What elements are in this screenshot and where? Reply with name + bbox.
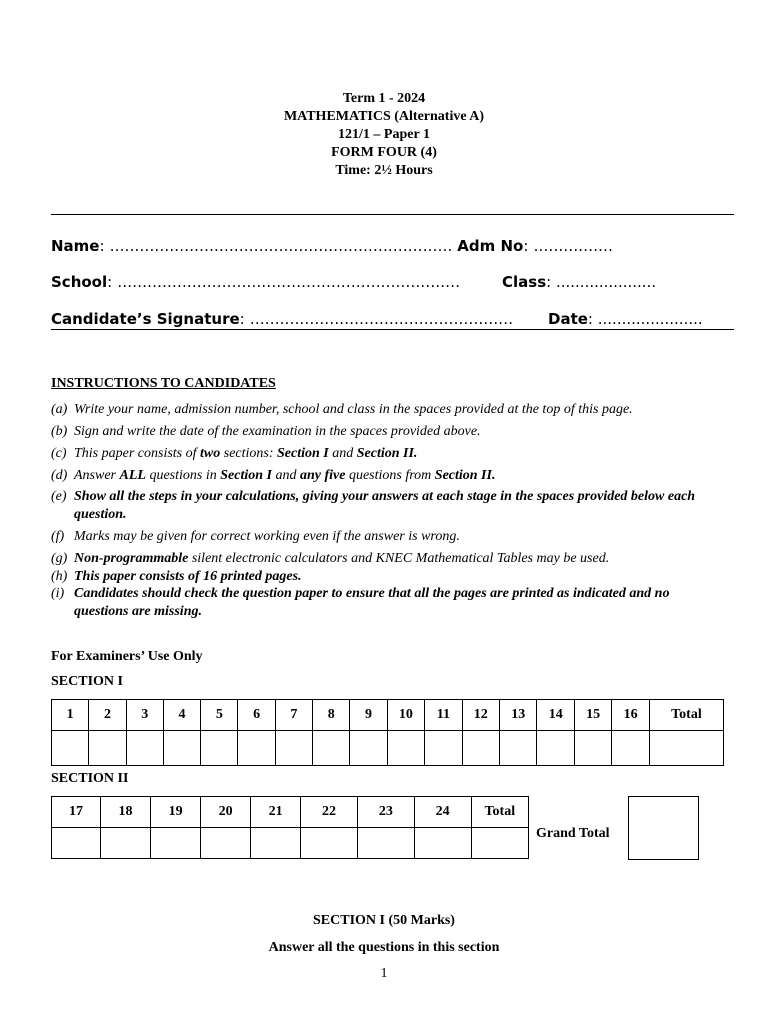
instruction-h-text: This paper consists of 16 printed pages.	[74, 569, 302, 584]
instruction-h-label: (h)	[51, 569, 68, 584]
marks-header-cell: 24	[414, 797, 471, 828]
marks-header-cell: Total	[649, 700, 723, 731]
marks-entry-cell[interactable]	[52, 828, 101, 859]
marks-header-cell: 23	[357, 797, 414, 828]
instruction-i-label: (i)	[51, 586, 65, 601]
marks-entry-cell[interactable]	[387, 731, 424, 766]
marks-entry-cell[interactable]	[201, 731, 238, 766]
instruction-f	[51, 528, 721, 546]
instruction-c	[51, 445, 721, 463]
date-field[interactable]: : ......................	[587, 310, 703, 328]
header-divider	[51, 214, 734, 215]
instruction-c-text: This paper consists of two sections: Section I and Section II.	[74, 446, 418, 461]
instruction-f-label: (f)	[51, 529, 65, 544]
class-label: Class	[502, 273, 547, 291]
marks-entry-cell[interactable]	[350, 731, 387, 766]
adm-no-field[interactable]: : ................	[523, 237, 614, 255]
marks-entry-cell[interactable]	[151, 828, 201, 859]
instruction-d	[51, 467, 721, 485]
marks-header-cell: 16	[612, 700, 649, 731]
marks-entry-cell[interactable]	[649, 731, 723, 766]
marks-header-cell: 9	[350, 700, 387, 731]
time-line: Time: 2½ Hours	[335, 163, 433, 178]
marks-header-cell: Total	[471, 797, 528, 828]
marks-header-cell: 19	[151, 797, 201, 828]
instruction-a-label: (a)	[51, 402, 68, 417]
examiners-title: For Examiners’ Use Only	[51, 649, 203, 664]
grand-total-label: Grand Total	[536, 826, 610, 841]
marks-header-cell: 10	[387, 700, 424, 731]
marks-header-cell: 5	[201, 700, 238, 731]
school-field[interactable]: : .....................................................................	[107, 273, 461, 291]
marks-header-cell: 4	[163, 700, 200, 731]
marks-entry-cell[interactable]	[574, 731, 611, 766]
adm-no-label: Adm No	[457, 237, 524, 255]
section-one-instruction: Answer all the questions in this section	[268, 940, 500, 955]
marks-entry-cell[interactable]	[52, 731, 89, 766]
marks-header-cell: 8	[313, 700, 350, 731]
section-one-title: SECTION I (50 Marks)	[313, 913, 455, 928]
marks-entry-cell[interactable]	[313, 731, 350, 766]
marks-entry-cell[interactable]	[251, 828, 301, 859]
section-two-marks-table	[51, 796, 529, 859]
marks-entry-cell[interactable]	[471, 828, 528, 859]
instruction-e	[51, 488, 721, 524]
marks-header-cell: 6	[238, 700, 275, 731]
marks-header-cell: 17	[52, 797, 101, 828]
instruction-d-text: Answer ALL questions in Section I and any five questions from Section II.	[74, 468, 496, 483]
marks-entry-cell[interactable]	[357, 828, 414, 859]
name-label: Name	[51, 237, 100, 255]
grand-total-box[interactable]	[628, 796, 699, 860]
instruction-h	[51, 568, 721, 586]
fields-divider	[51, 329, 734, 330]
marks-entry-cell[interactable]	[101, 828, 151, 859]
instruction-b-label: (b)	[51, 424, 68, 439]
marks-entry-cell[interactable]	[163, 731, 200, 766]
marks-header-cell: 20	[201, 797, 251, 828]
instruction-a	[51, 401, 721, 419]
signature-label: Candidate’s Signature	[51, 310, 240, 328]
instruction-g-label: (g)	[51, 551, 68, 566]
marks-entry-cell[interactable]	[89, 731, 126, 766]
marks-header-cell: 15	[574, 700, 611, 731]
instruction-f-text: Marks may be given for correct working even if the answer is wrong.	[74, 529, 460, 544]
marks-header-cell: 22	[301, 797, 358, 828]
marks-header-cell: 13	[500, 700, 537, 731]
marks-header-cell: 2	[89, 700, 126, 731]
marks-entry-cell[interactable]	[537, 731, 574, 766]
date-group	[548, 310, 703, 328]
marks-entry-cell[interactable]	[425, 731, 462, 766]
marks-entry-cell[interactable]	[201, 828, 251, 859]
instruction-d-label: (d)	[51, 468, 68, 483]
section-one-marks-table	[51, 699, 724, 766]
marks-entry-cell[interactable]	[275, 731, 312, 766]
class-group	[502, 273, 656, 291]
marks-header-cell: 14	[537, 700, 574, 731]
class-field[interactable]: : .....................	[546, 273, 657, 291]
signature-field[interactable]: : .....................................................	[239, 310, 514, 328]
marks-entry-cell[interactable]	[126, 731, 163, 766]
marks-entry-cell[interactable]	[612, 731, 649, 766]
marks-header-cell: 11	[425, 700, 462, 731]
marks-entry-cell[interactable]	[238, 731, 275, 766]
exam-header	[0, 90, 768, 180]
marks-header-cell: 18	[101, 797, 151, 828]
date-label: Date	[548, 310, 588, 328]
marks-header-cell: 1	[52, 700, 89, 731]
instruction-a-text: Write your name, admission number, school and class in the spaces provided at the top of this page.	[74, 402, 633, 417]
page-number: 1	[380, 966, 388, 981]
instructions-title: INSTRUCTIONS TO CANDIDATES	[51, 376, 276, 391]
name-field[interactable]: : .....................................................................	[99, 237, 453, 255]
marks-header-cell: 3	[126, 700, 163, 731]
section-one-label: SECTION I	[51, 674, 123, 689]
instruction-b	[51, 423, 721, 441]
paper-code-line: 121/1 – Paper 1	[338, 127, 430, 142]
instruction-e-text: Show all the steps in your calculations, giving your answers at each stage in the spaces provided below each question.	[74, 489, 696, 522]
marks-header-cell: 12	[462, 700, 499, 731]
marks-entry-cell[interactable]	[462, 731, 499, 766]
instruction-i	[51, 585, 721, 621]
instruction-c-label: (c)	[51, 446, 67, 461]
name-adm-row	[51, 237, 734, 255]
marks-entry-cell[interactable]	[414, 828, 471, 859]
section-two-label: SECTION II	[51, 771, 129, 786]
school-label: School	[51, 273, 108, 291]
marks-header-cell: 21	[251, 797, 301, 828]
instruction-b-text: Sign and write the date of the examination in the spaces provided above.	[74, 424, 481, 439]
marks-header-cell: 7	[275, 700, 312, 731]
subject-line: MATHEMATICS (Alternative A)	[283, 109, 485, 124]
instruction-g	[51, 550, 721, 568]
form-line: FORM FOUR (4)	[331, 145, 437, 160]
instruction-g-text: Non-programmable silent electronic calculators and KNEC Mathematical Tables may be used.	[74, 551, 610, 566]
instruction-e-label: (e)	[51, 489, 67, 504]
marks-entry-cell[interactable]	[301, 828, 358, 859]
marks-entry-cell[interactable]	[500, 731, 537, 766]
instruction-i-text: Candidates should check the question paper to ensure that all the pages are printed as indicated and no questions are missing.	[74, 586, 670, 619]
term-line: Term 1 - 2024	[342, 91, 426, 106]
